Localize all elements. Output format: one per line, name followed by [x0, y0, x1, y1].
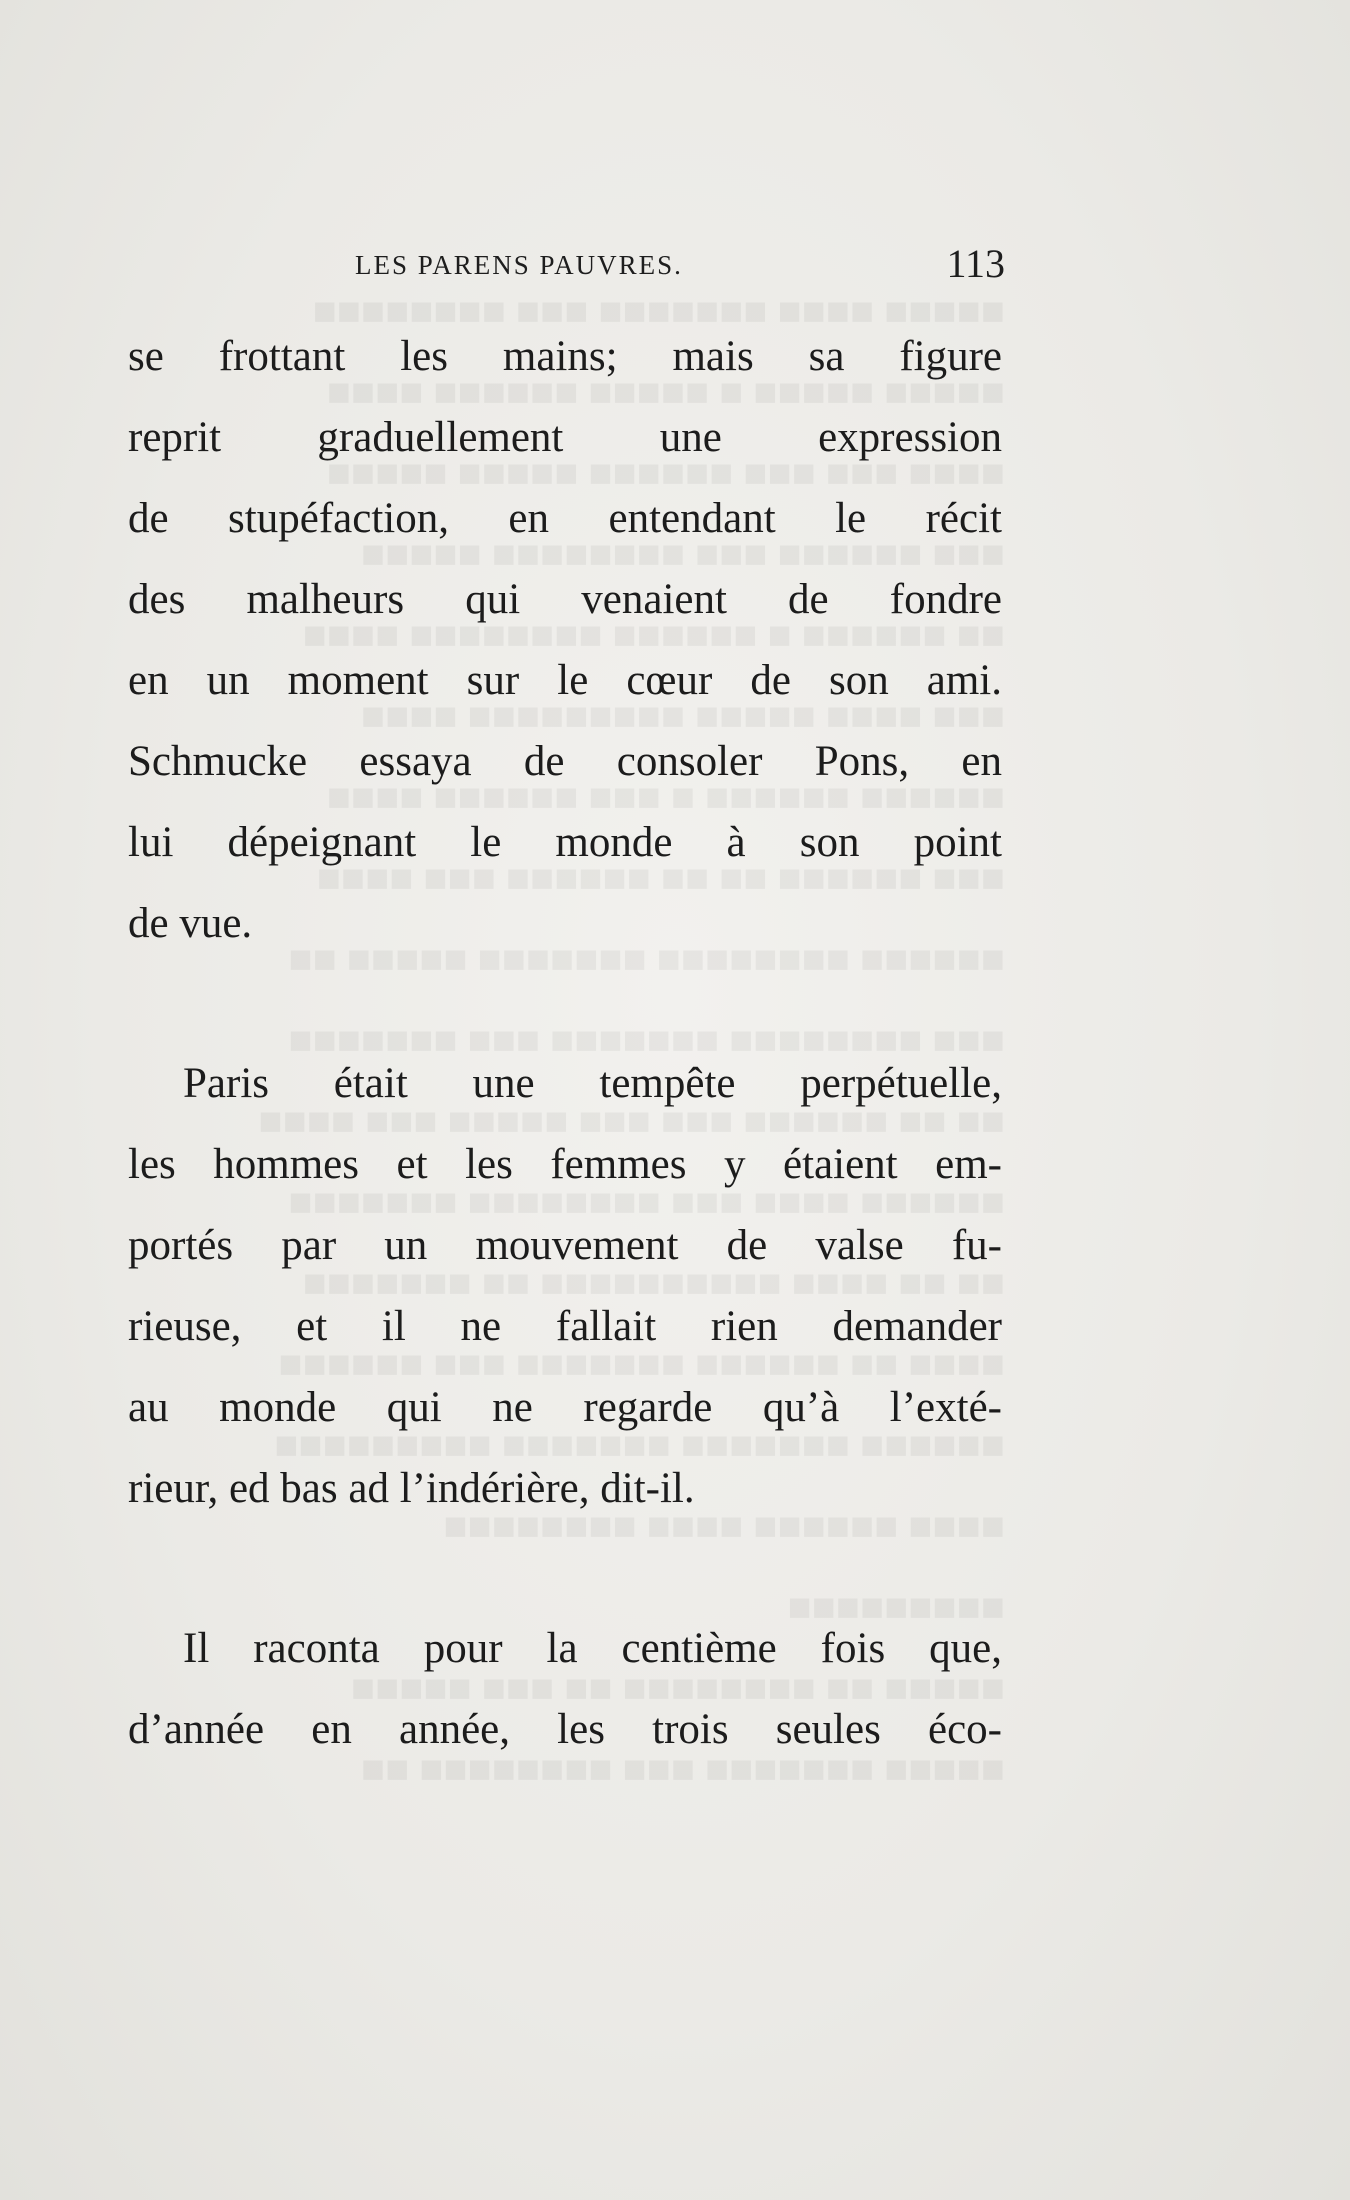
text-line: portés par un mouvement de valse fu- [128, 1222, 1002, 1269]
text-line: des malheurs qui venaient de fondre [128, 576, 1002, 623]
text-line: lui dépeignant le monde à son point [128, 819, 1002, 866]
paragraph [128, 1043, 1002, 1529]
text-line: Paris était une tempête perpétuelle, [183, 1060, 1002, 1107]
body-text [128, 316, 1002, 1770]
show-through-texture: ■■■■■ ■■■■ ■■■■■■■ ■■■ ■■■■■■■■ ■■■■■ ■■■■■ ■ ■■■■■ ■■■■■■ ■■■■ ■■■■ ■■■ ■■■ ■■■■■■ ■■■■■ ■■■■■ ■■■ ■■■■■■ ■■■ ■■■■■■■■ ■■■■■ ■■ ■■■■■■ ■ ■■■■■■ ■■■■■■■■ ■■■■ ■■■ ■■■■ ■■■■■ ■■■■■■■■■ ■■■■ ■■■■■■ ■■■■■■ ■ ■■■ ■■■■■■ ■■■■ ■■■ ■■■■■■ ■■ ■■ ■■■■■■ ■■■ ■■■■ ■■■■■■ ■■■■■■■■ ■■■■■■■ ■■■■■ ■■ ■■■ ■■■■■■■■ ■■■■■■■ ■■■ ■■■■■■■ ■■ ■■ ■■■■■■ ■■■ ■■■ ■■■■■ ■■■ ■■■■ ■■■■■■ ■■■■ ■■■ ■■■■■■■■ ■■■■■■■ ■■ ■■ ■■■■ ■■■■■■■■■■ ■■ ■■■■■■■ ■■■■ ■■ ■■■■■■ ■■■■■■■ ■■■ ■■■■■■ ■■■■■■ ■■■■■■■ ■■■■■■■ ■■■■■■■■■ ■■■■ ■■■■■■ ■■■■ ■■■■■■■■ ■■■■■■■■■ ■■■■■ ■■ ■■■■■■■■ ■■ ■■■ ■■■■■ ■■■■■ ■■■■■■■ ■■■ ■■■■■■■■ ■■ [258, 288, 1005, 1791]
paragraph [128, 1608, 1002, 1770]
page-number: 113 [946, 241, 1005, 286]
text-line: Il raconta pour la centième fois que, [183, 1625, 1002, 1672]
text-line: en un moment sur le cœur de son ami. [128, 657, 1002, 704]
text-line: Schmucke essaya de consoler Pons, en [128, 738, 1002, 785]
text-line: au monde qui ne regarde qu’à l’exté- [128, 1384, 1002, 1431]
text-line: d’année en année, les trois seules éco- [128, 1706, 1002, 1753]
paragraph-gap [128, 964, 1002, 1043]
text-line: se frottant les mains; mais sa figure [128, 333, 1002, 380]
paragraph-gap [128, 1529, 1002, 1608]
text-line: rieuse, et il ne fallait rien demander [128, 1303, 1002, 1350]
paragraph [128, 316, 1002, 964]
text-line: de vue. [128, 900, 253, 947]
text-line: les hommes et les femmes y étaient em- [128, 1141, 1002, 1188]
text-line: de stupéfaction, en entendant le récit [128, 495, 1002, 542]
text-line: reprit graduellement une expression [128, 414, 1002, 461]
running-header [355, 240, 1005, 290]
text-line: rieur, ed bas ad l’indérière, dit-il. [128, 1465, 695, 1512]
running-title: LES PARENS PAUVRES. [355, 250, 683, 280]
